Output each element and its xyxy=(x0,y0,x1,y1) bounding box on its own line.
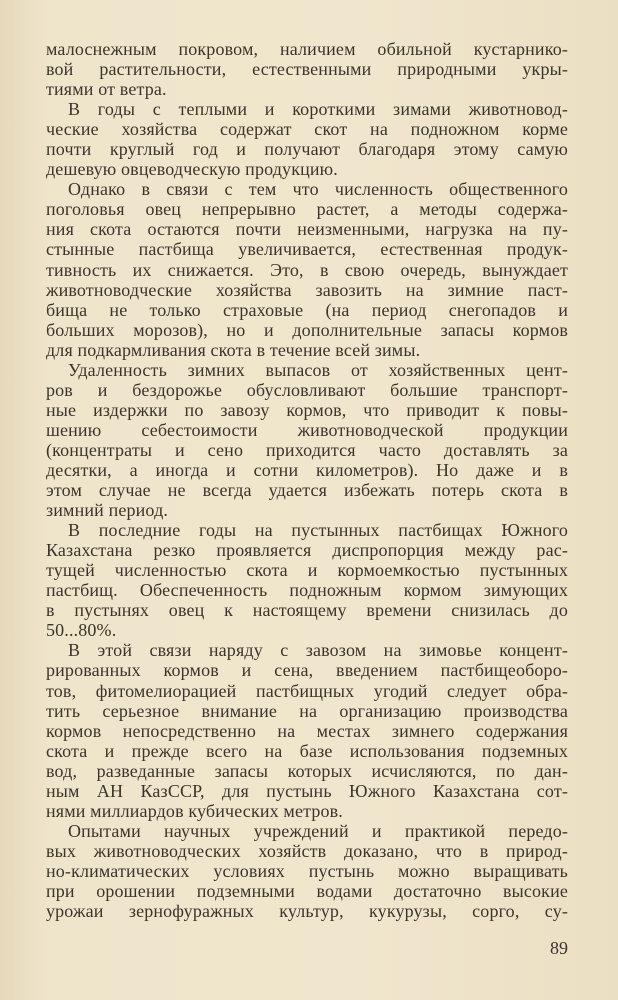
text-line: больших морозов), но и дополнительные запасы кормов xyxy=(46,319,568,340)
text-line: для подкармливания скота в течение всей зимы. xyxy=(46,339,421,360)
text-line: (концентраты и сено приходится часто доставлять за xyxy=(46,439,568,460)
text-line: ров и бездорожье обусловливают большие транспорт- xyxy=(46,379,568,400)
text-line: рированных кормов и сена, введением пастбищеоборо- xyxy=(46,660,568,681)
text-line: урожаи зернофуражных культур, кукурузы, сорго, су- xyxy=(46,901,568,922)
text-line: десятки, а иногда и сотни километров). Но даже и в xyxy=(46,459,568,480)
text-line: зимний период. xyxy=(46,500,169,521)
text-line: В годы с теплыми и короткими зимами животновод- xyxy=(68,99,568,120)
text-line: почти круглый год и получают благодаря этому самую xyxy=(46,139,568,160)
text-line: шению себестоимости животноводческой продукции xyxy=(46,419,568,440)
text-line: 50...80%. xyxy=(46,620,117,641)
text-line: дешевую овцеводческую продукцию. xyxy=(46,159,338,180)
text-line: вой растительности, естественными природными укры- xyxy=(46,59,568,80)
text-line: В последние годы на пустынных пастбищах Южного xyxy=(68,520,568,541)
text-line: вод, разведанные запасы которых исчисляются, по дан- xyxy=(46,760,568,781)
text-line: тиями от ветра. xyxy=(46,79,167,100)
text-line: при орошении подземными водами достаточно высокие xyxy=(46,880,568,901)
text-line: этом случае не всегда удается избежать потерь скота в xyxy=(46,480,568,501)
page-number: 89 xyxy=(550,938,568,958)
text-line: скота и прежде всего на базе использования подземных xyxy=(46,740,568,761)
text-line: Опытами научных учреждений и практикой передо- xyxy=(68,820,568,841)
text-line: Казахстана резко проявляется диспропорция между рас- xyxy=(46,540,568,561)
text-line: ным АН КазССР, для пустынь Южного Казахстана сот- xyxy=(46,780,568,801)
text-line: поголовья овец непрерывно растет, а методы содержа- xyxy=(46,199,568,220)
text-line: В этой связи наряду с завозом на зимовье концент- xyxy=(68,640,568,661)
body-text xyxy=(46,39,568,921)
text-line: ческие хозяйства содержат скот на подножном корме xyxy=(46,119,568,140)
text-line: тов, фитомелиорацией пастбищных угодий следует обра- xyxy=(46,680,568,701)
text-line: вых животноводческих хозяйств доказано, что в природ- xyxy=(46,840,568,861)
text-line: ния скота остаются почти неизменными, нагрузка на пу- xyxy=(46,219,568,240)
text-line: пастбищ. Обеспеченность подножным кормом зимующих xyxy=(46,580,568,601)
text-line: животноводческие хозяйства завозить на зимние паст- xyxy=(46,279,568,300)
text-line: бища не только страховые (на период снегопадов и xyxy=(46,299,568,320)
text-line: нями миллиардов кубических метров. xyxy=(46,800,343,821)
text-line: Удаленность зимних выпасов от хозяйственных цент- xyxy=(68,359,568,380)
text-line: но-климатических условиях пустынь можно выращивать xyxy=(46,860,568,881)
text-line: стынные пастбища увеличивается, естественная продук- xyxy=(46,239,568,260)
text-line: тущей численностью скота и кормоемкостью пустынных xyxy=(46,560,568,581)
text-line: ные издержки по завозу кормов, что приводит к повы- xyxy=(46,399,568,420)
text-line: тить серьезное внимание на организацию производства xyxy=(46,700,568,721)
text-line: малоснежным покровом, наличием обильной кустарнико- xyxy=(46,39,568,59)
text-line: в пустынях овец к настоящему времени снизилась до xyxy=(46,600,568,621)
text-line: тивность их снижается. Это, в свою очередь, вынуждает xyxy=(46,259,568,280)
text-line: Однако в связи с тем что численность общественного xyxy=(68,179,568,200)
text-line: кормов непосредственно на местах зимнего содержания xyxy=(46,720,568,741)
